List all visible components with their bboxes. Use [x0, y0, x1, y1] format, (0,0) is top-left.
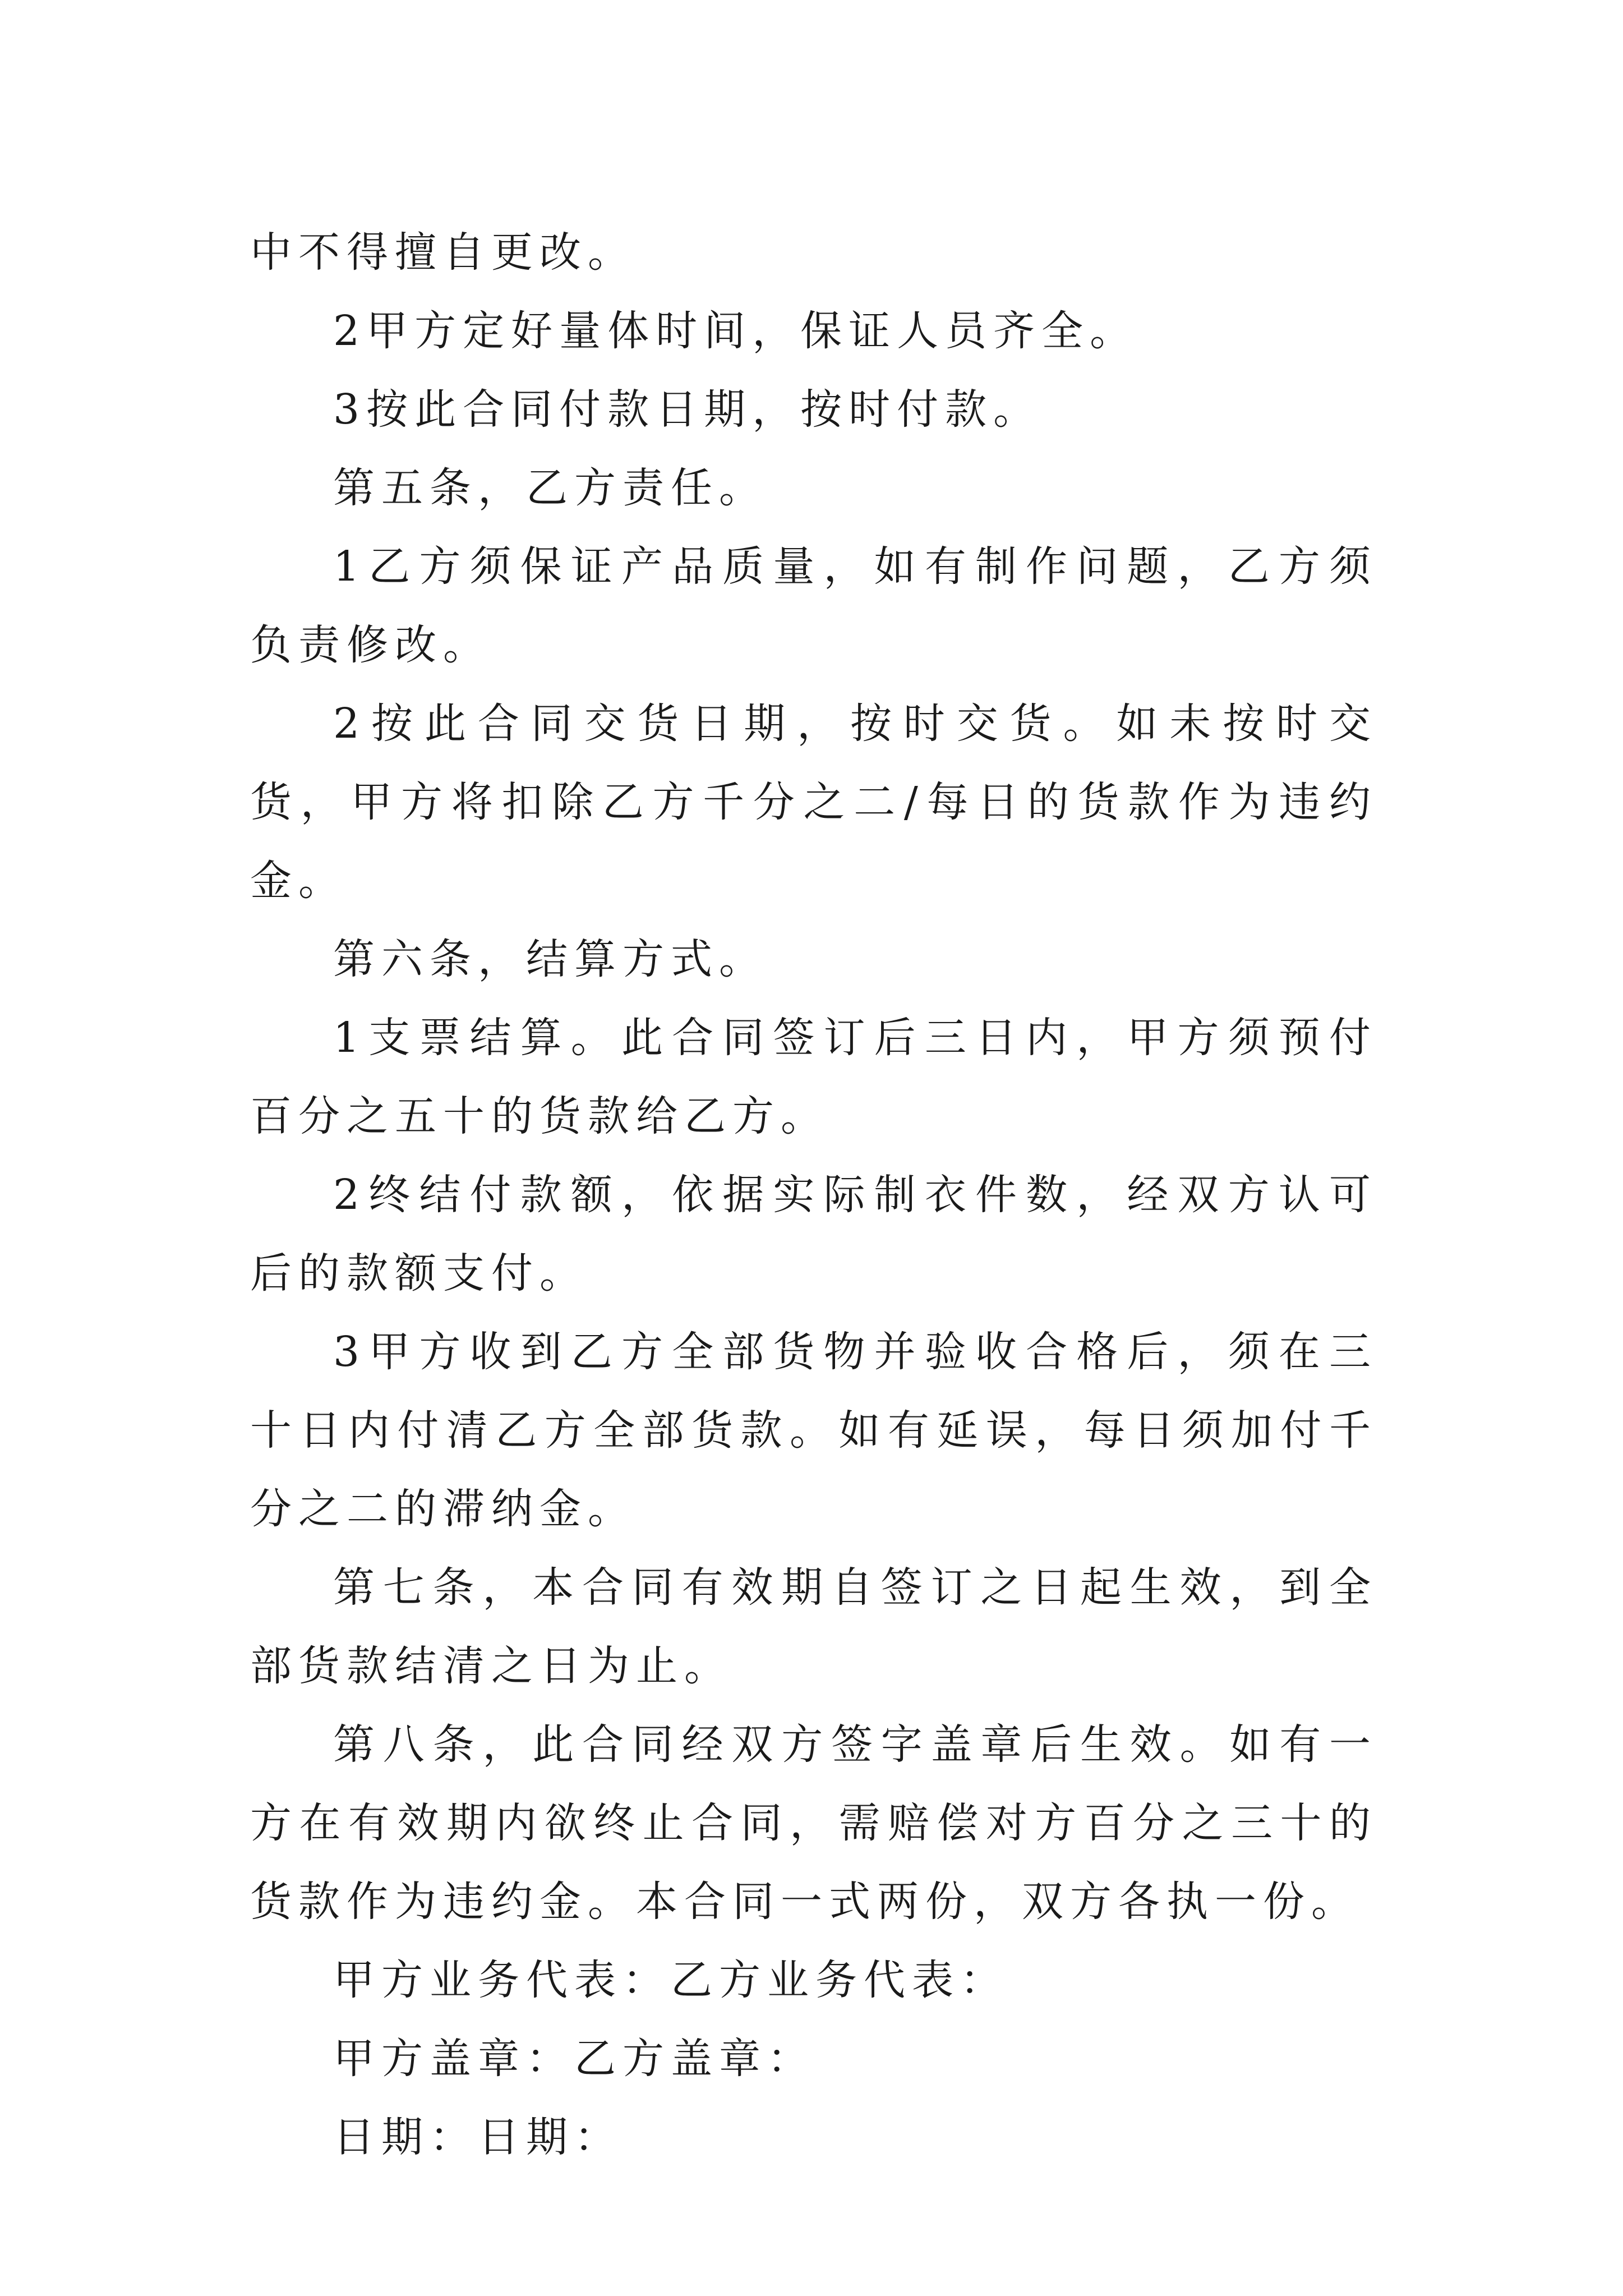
section-paragraph: 第七条，本合同有效期自签订之日起生效，到全部货款结清之日为止。 [250, 1563, 1377, 1690]
paragraph: 3甲方收到乙方全部货物并验收合格后，须在三十日内付清乙方全部货款。如有延误，每日须加付千分之二的滞纳金。 [250, 1328, 1377, 1533]
signature-representatives: 甲方业务代表：乙方业务代表： [333, 1956, 1008, 2004]
document-body [250, 213, 1377, 2177]
paragraph: 2按此合同交货日期，按时交货。如未按时交货，甲方将扣除乙方千分之二/每日的货款作为违约金。 [250, 700, 1377, 905]
signature-seals: 甲方盖章：乙方盖章： [333, 2035, 815, 2083]
section-heading: 第五条，乙方责任。 [333, 464, 767, 512]
section-paragraph: 第八条，此合同经双方签字盖章后生效。如有一方在有效期内欲终止合同，需赔偿对方百分之三十的货款作为违约金。本合同一式两份，双方各执一份。 [250, 1720, 1377, 1926]
paragraph: 2终结付款额，依据实际制衣件数，经双方认可后的款额支付。 [250, 1171, 1377, 1297]
paragraph: 中不得擅自更改。 [250, 228, 636, 277]
paragraph: 1乙方须保证产品质量，如有制作问题，乙方须负责修改。 [250, 542, 1377, 669]
paragraph: 3按此合同付款日期，按时付款。 [333, 385, 1042, 434]
section-heading: 第六条，结算方式。 [333, 935, 767, 983]
signature-dates: 日期：日期： [333, 2113, 623, 2161]
paragraph: 2甲方定好量体时间，保证人员齐全。 [333, 307, 1138, 355]
paragraph: 1支票结算。此合同签订后三日内，甲方须预付百分之五十的货款给乙方。 [250, 1014, 1377, 1140]
